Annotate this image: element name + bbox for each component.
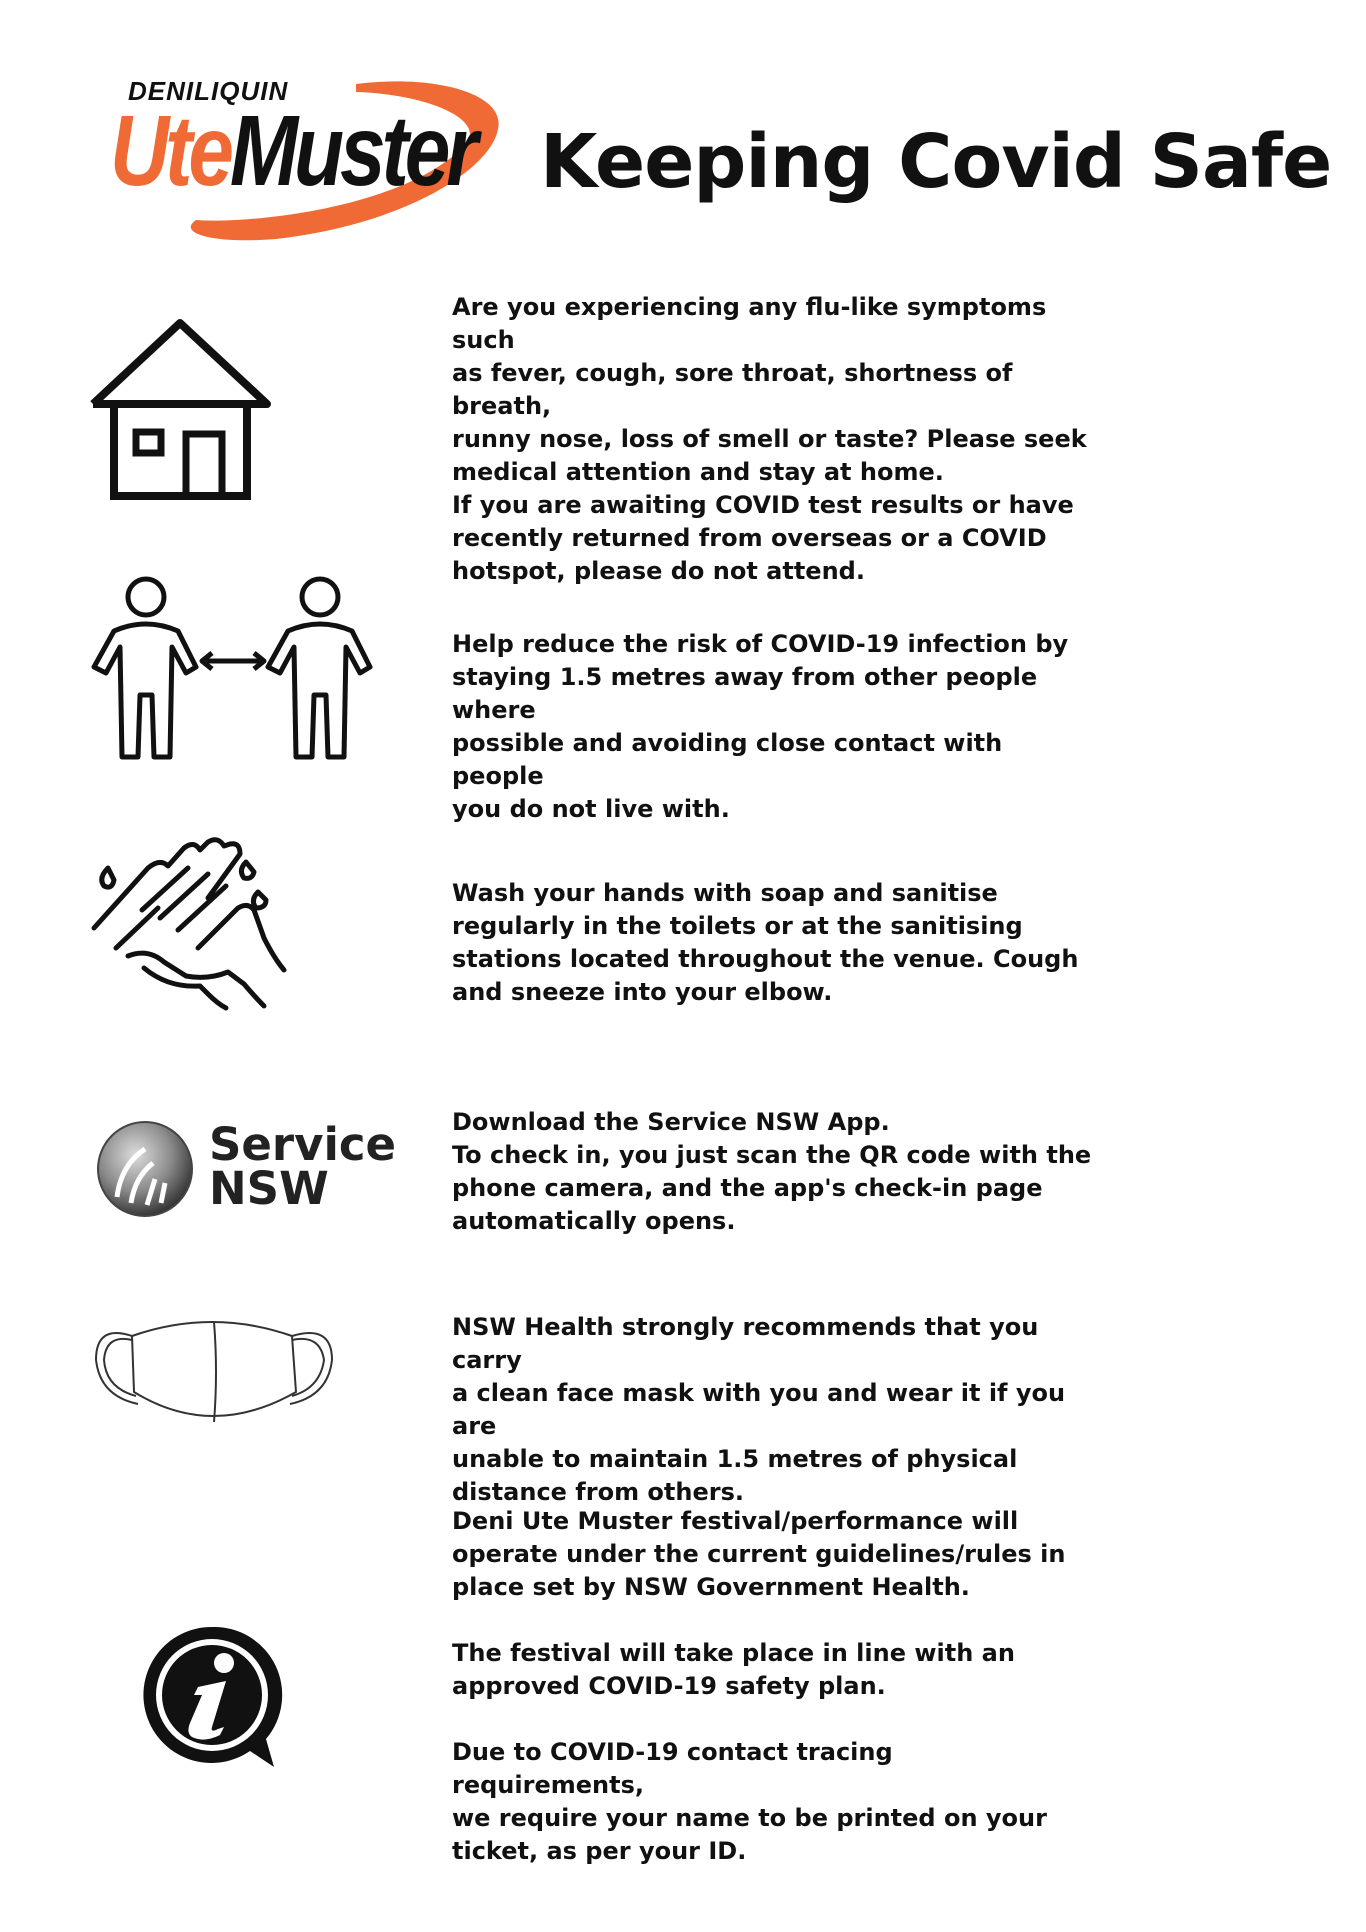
nsw-waratah-icon (95, 1119, 195, 1219)
text-line: operate under the current guidelines/rules in (452, 1540, 1066, 1568)
page-title: Keeping Covid Safe (540, 119, 1332, 205)
text-line: The festival will take place in line with an (452, 1639, 1015, 1667)
text-line: distance from others. (452, 1478, 744, 1506)
text-line: phone camera, and the app's check-in page (452, 1174, 1043, 1202)
text-line: medical attention and stay at home. (452, 458, 944, 486)
text-line: approved COVID-19 safety plan. (452, 1672, 886, 1700)
service-nsw-text (452, 1106, 1092, 1238)
hand-washing-icon (88, 828, 288, 1013)
festival-info-text (452, 1505, 1092, 1868)
house-icon (88, 318, 273, 503)
text-line: recently returned from overseas or a COVID (452, 524, 1047, 552)
social-distancing-icon (88, 575, 374, 765)
distancing-text (452, 628, 1092, 826)
text-line: unable to maintain 1.5 metres of physical (452, 1445, 1018, 1473)
info-icon (140, 1623, 288, 1771)
text-line: staying 1.5 metres away from other people where (452, 663, 1038, 724)
logo-muster: Muster (229, 95, 475, 207)
text-line: Due to COVID-19 contact tracing requirements, (452, 1738, 893, 1799)
mask-text (452, 1311, 1092, 1509)
logo-wordmark (110, 96, 474, 206)
logo-deniliquin: DENILIQUIN (128, 76, 289, 106)
text-line: hotspot, please do not attend. (452, 557, 865, 585)
nsw-word: NSW (209, 1162, 329, 1215)
text-line: Wash your hands with soap and sanitise (452, 879, 998, 907)
service-nsw-logo (95, 1117, 397, 1221)
text-line: Download the Service NSW App. (452, 1108, 890, 1136)
text-line: a clean face mask with you and wear it if you are (452, 1379, 1066, 1440)
logo-ute: Ute (110, 95, 230, 207)
ute-muster-logo (106, 74, 512, 244)
text-line: If you are awaiting COVID test results or have (452, 491, 1074, 519)
symptoms-text (452, 291, 1092, 588)
text-line: we require your name to be printed on your (452, 1804, 1047, 1832)
text-line: automatically opens. (452, 1207, 736, 1235)
text-line: possible and avoiding close contact with people (452, 729, 1003, 790)
text-line: as fever, cough, sore throat, shortness of breath, (452, 359, 1013, 420)
text-line: ticket, as per your ID. (452, 1837, 747, 1865)
text-line: Help reduce the risk of COVID-19 infection by (452, 630, 1069, 658)
text-line: Deni Ute Muster festival/performance will (452, 1507, 1019, 1535)
text-line: stations located throughout the venue. Cough (452, 945, 1079, 973)
text-line: To check in, you just scan the QR code with the (452, 1141, 1092, 1169)
text-line: regularly in the toilets or at the sanitising (452, 912, 1023, 940)
text-line: Are you experiencing any flu-like symptoms such (452, 293, 1047, 354)
text-line: runny nose, loss of smell or taste? Please seek (452, 425, 1087, 453)
text-line: place set by NSW Government Health. (452, 1573, 970, 1601)
service-word: Service (209, 1118, 397, 1171)
text-line: NSW Health strongly recommends that you carry (452, 1313, 1039, 1374)
face-mask-icon (92, 1312, 338, 1430)
text-line: and sneeze into your elbow. (452, 978, 833, 1006)
handwash-text (452, 877, 1092, 1009)
text-line: you do not live with. (452, 795, 730, 823)
